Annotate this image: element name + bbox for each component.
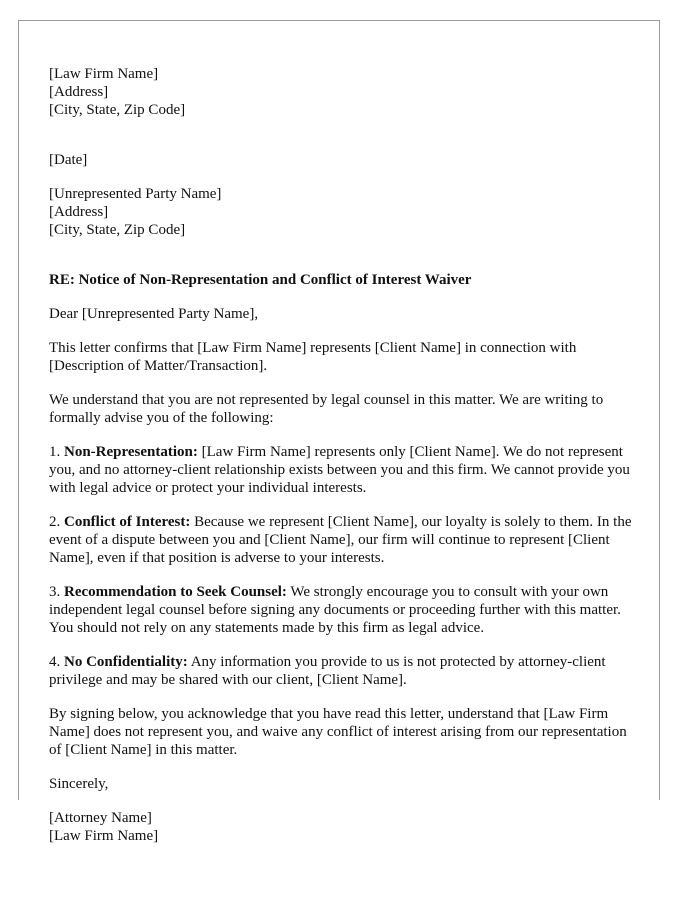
point-title: Non-Representation: bbox=[64, 444, 198, 460]
point-1 bbox=[49, 443, 639, 497]
sender-city: [City, State, Zip Code] bbox=[49, 102, 186, 118]
letter-date: [Date] bbox=[49, 152, 88, 168]
advise-paragraph: We understand that you are not represented by legal counsel in this matter. We are writing to formally advise you of the following: bbox=[49, 392, 604, 426]
point-3 bbox=[49, 583, 639, 637]
letter-body bbox=[49, 49, 639, 845]
point-number: 4. bbox=[49, 654, 61, 670]
point-text: We strongly encourage you to consult with your own independent legal counsel before signing any documents or proceeding further with this matter. You should not rely on any statements made by this firm as legal advice. bbox=[49, 584, 621, 636]
intro-paragraph: This letter confirms that [Law Firm Name] represents [Client Name] in connection with [Description of Matter/Transaction]. bbox=[49, 340, 577, 374]
recipient-city: [City, State, Zip Code] bbox=[49, 222, 186, 238]
point-text: Any information you provide to us is not protected by attorney-client privilege and may be shared with our client, [Client Name]. bbox=[49, 654, 606, 688]
sender-address: [Address] bbox=[49, 84, 109, 100]
subject-line: RE: Notice of Non-Representation and Conflict of Interest Waiver bbox=[49, 272, 472, 288]
sender-firm: [Law Firm Name] bbox=[49, 66, 159, 82]
point-number: 3. bbox=[49, 584, 61, 600]
salutation: Dear [Unrepresented Party Name], bbox=[49, 306, 259, 322]
point-title: Conflict of Interest: bbox=[64, 514, 191, 530]
acknowledgment-paragraph: By signing below, you acknowledge that you have read this letter, understand that [Law Firm Name] does not represent you, and waive any conflict of interest arising from our representation of [Client Name] in this matter. bbox=[49, 706, 627, 758]
point-2 bbox=[49, 513, 639, 567]
recipient-address: [Address] bbox=[49, 204, 109, 220]
signature-firm: [Law Firm Name] bbox=[49, 828, 159, 844]
point-title: Recommendation to Seek Counsel: bbox=[64, 584, 287, 600]
point-text: Because we represent [Client Name], our loyalty is solely to them. In the event of a dispute between you and [Client Name], our firm will continue to represent [Client Name], even if that position is adverse to your interests. bbox=[49, 514, 632, 566]
point-title: No Confidentiality: bbox=[64, 654, 188, 670]
point-text: [Law Firm Name] represents only [Client Name]. We do not represent you, and no attorney-client relationship exists between you and this firm. We cannot provide you with legal advice or protect your individual interests. bbox=[49, 444, 630, 496]
closing: Sincerely, bbox=[49, 776, 109, 792]
signature-block bbox=[49, 809, 639, 845]
letter-page bbox=[18, 20, 660, 844]
signature-attorney: [Attorney Name] bbox=[49, 810, 152, 826]
point-4 bbox=[49, 653, 639, 689]
point-number: 2. bbox=[49, 514, 61, 530]
recipient-name: [Unrepresented Party Name] bbox=[49, 186, 222, 202]
point-number: 1. bbox=[49, 444, 61, 460]
